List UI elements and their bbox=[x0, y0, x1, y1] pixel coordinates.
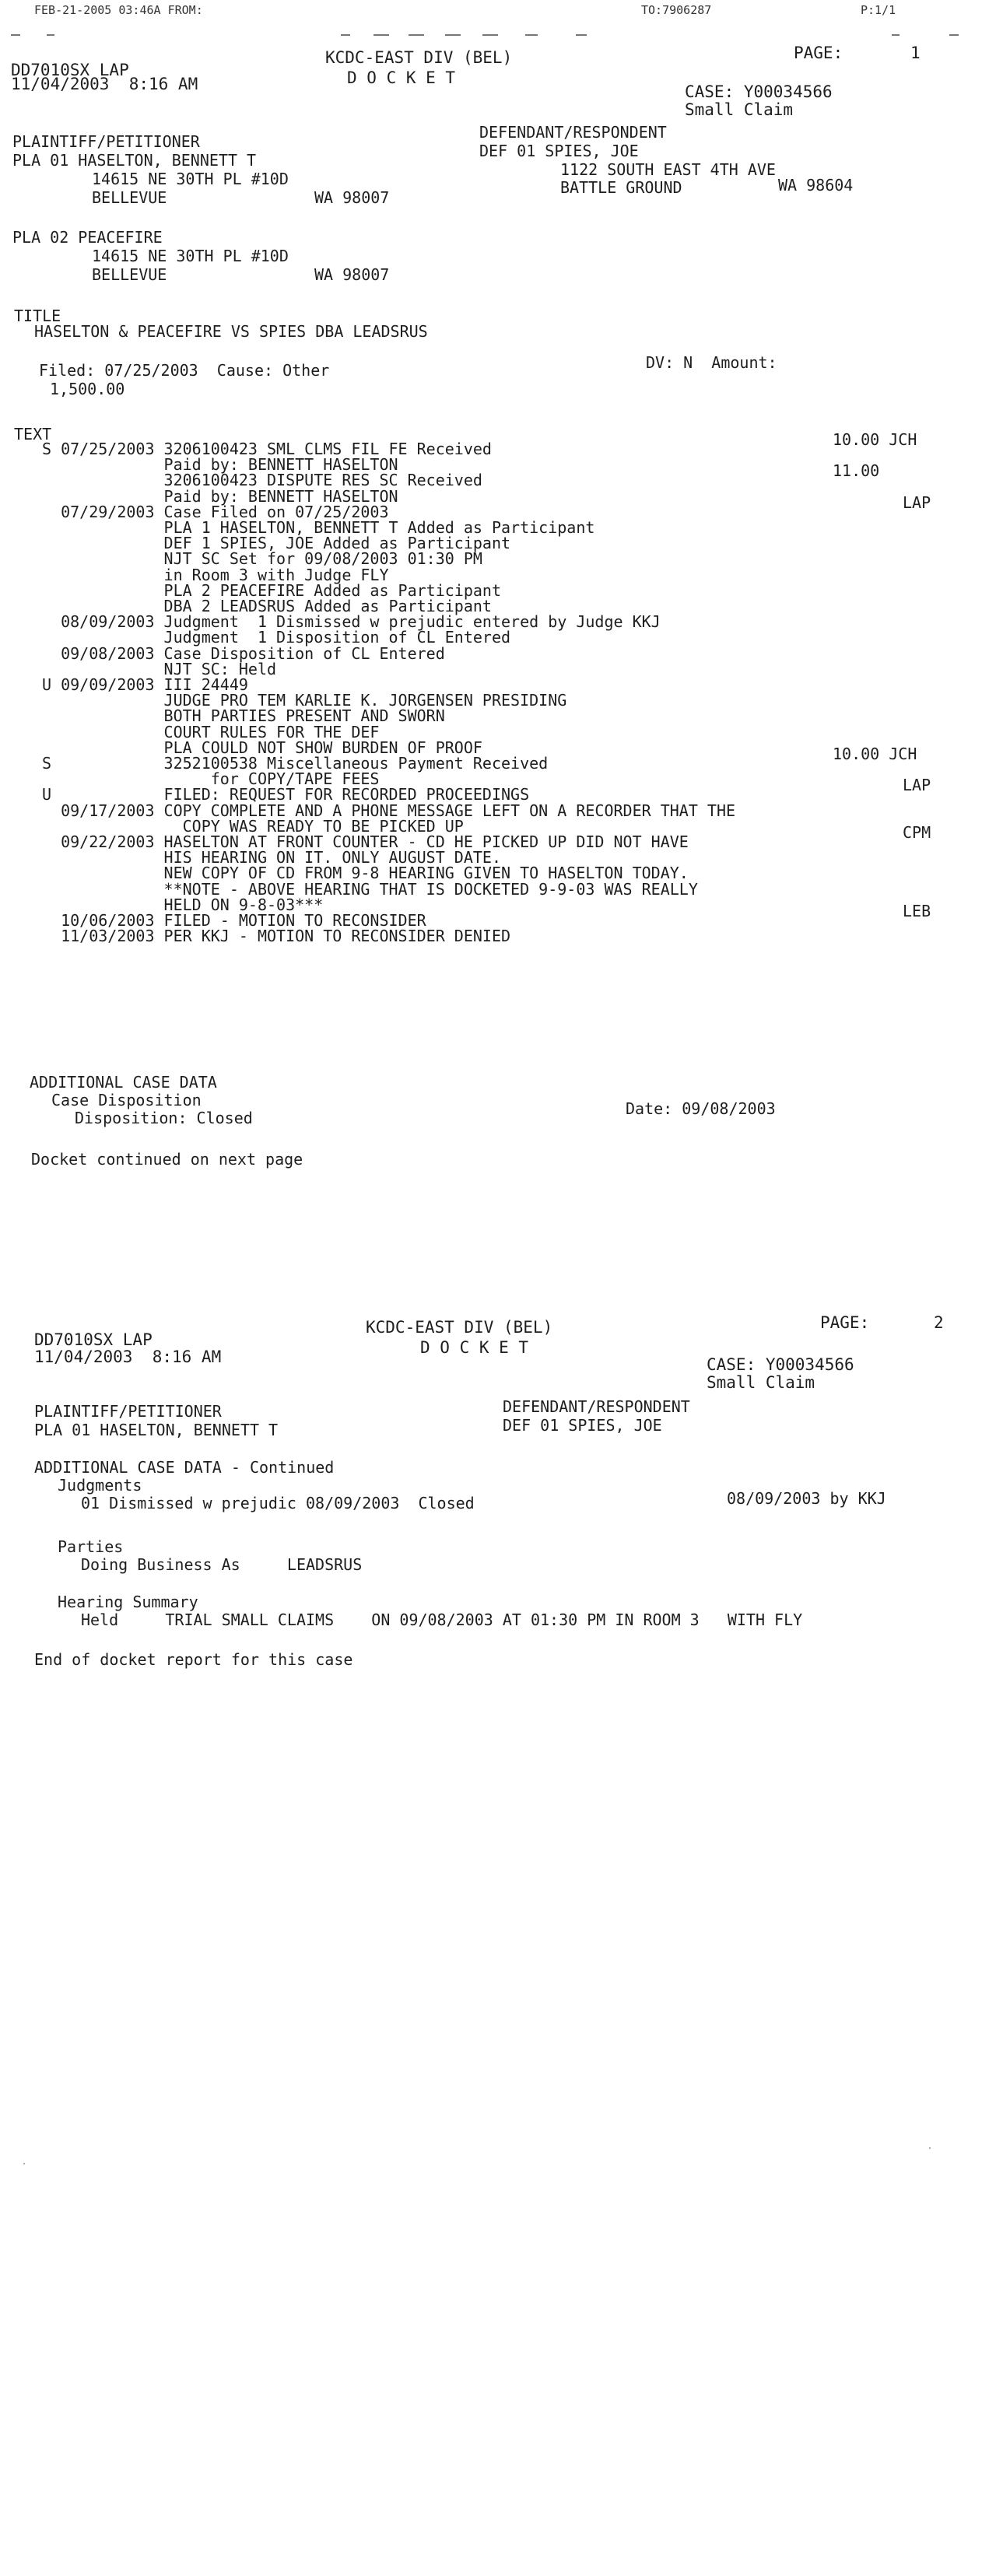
clerk-initials: CPM bbox=[903, 823, 931, 842]
docket-entry-line: 09/08/2003 Case Disposition of CL Entered bbox=[42, 644, 445, 663]
scan-artifact-dash bbox=[445, 34, 461, 36]
case-number: CASE: Y00034566 bbox=[707, 1355, 854, 1374]
judgment-date-judge: 08/09/2003 by KKJ bbox=[727, 1489, 886, 1508]
filed-line: Filed: 07/25/2003 Cause: Other bbox=[39, 361, 330, 380]
plaintiff-heading: PLAINTIFF/PETITIONER bbox=[34, 1402, 222, 1421]
docket-entry-line: S 07/25/2003 3206100423 SML CLMS FIL FE Received bbox=[42, 440, 492, 458]
page-label: PAGE: bbox=[794, 44, 843, 62]
case-title: HASELTON & PEACEFIRE VS SPIES DBA LEADSRUS bbox=[34, 322, 428, 341]
scan-artifact-dash bbox=[341, 34, 350, 36]
docket-entry-line: Paid by: BENNETT HASELTON bbox=[42, 455, 398, 474]
additional-case-data-heading: ADDITIONAL CASE DATA - Continued bbox=[34, 1458, 335, 1477]
fax-page-count: P:1/1 bbox=[861, 3, 896, 17]
scan-speck bbox=[23, 2163, 25, 2164]
plaintiff-1-city: BELLEVUE bbox=[92, 188, 167, 207]
end-of-report-note: End of docket report for this case bbox=[34, 1650, 353, 1669]
additional-case-data-heading: ADDITIONAL CASE DATA bbox=[30, 1073, 217, 1092]
plaintiff-heading: PLAINTIFF/PETITIONER bbox=[12, 132, 200, 151]
scan-artifact-dash bbox=[949, 34, 959, 36]
report-date-time: 11/04/2003 8:16 AM bbox=[11, 75, 198, 93]
plaintiff-1-name: PLA 01 HASELTON, BENNETT T bbox=[34, 1421, 279, 1439]
docket-entry-line: JUDGE PRO TEM KARLIE K. JORGENSEN PRESIDING bbox=[42, 691, 567, 710]
plaintiff-2-city: BELLEVUE bbox=[92, 265, 167, 284]
plaintiff-1-address: 14615 NE 30TH PL #10D bbox=[92, 170, 289, 188]
scan-artifact-dash bbox=[11, 34, 20, 36]
docket-entry-line: 07/29/2003 Case Filed on 07/25/2003 bbox=[42, 503, 389, 521]
docket-entry-line: 08/09/2003 Judgment 1 Dismissed w prejudic entered by Judge KKJ bbox=[42, 612, 661, 631]
plaintiff-1-name: PLA 01 HASELTON, BENNETT T bbox=[12, 151, 257, 170]
docket-entry-line: COPY WAS READY TO BE PICKED UP bbox=[42, 817, 464, 836]
hearing-summary-heading: Hearing Summary bbox=[58, 1593, 198, 1611]
docket-entry-line: BOTH PARTIES PRESENT AND SWORN bbox=[42, 706, 445, 725]
hearing-row: Held TRIAL SMALL CLAIMS ON 09/08/2003 AT 01:30 PM IN ROOM 3 WITH FLY bbox=[81, 1610, 803, 1629]
case-disposition-label: Case Disposition bbox=[51, 1091, 202, 1109]
defendant-1-address: 1122 SOUTH EAST 4TH AVE bbox=[560, 160, 776, 179]
dv-amount-label: DV: N Amount: bbox=[646, 353, 777, 372]
docket-entry-line: Judgment 1 Disposition of CL Entered bbox=[42, 628, 511, 647]
docket-entry-line: NJT SC: Held bbox=[42, 660, 277, 678]
continued-note: Docket continued on next page bbox=[31, 1150, 303, 1169]
judgment-row: 01 Dismissed w prejudic 08/09/2003 Closed bbox=[81, 1494, 475, 1512]
fee-amount: 10.00 JCH bbox=[833, 430, 917, 449]
scan-artifact-dash bbox=[892, 34, 900, 36]
docket-entry-line: HIS HEARING ON IT. ONLY AUGUST DATE. bbox=[42, 848, 502, 867]
docket-entry-line: PLA 2 PEACEFIRE Added as Participant bbox=[42, 581, 502, 600]
fax-sender-line: FEB-21-2005 03:46A FROM: bbox=[34, 3, 203, 17]
court-name: KCDC-EAST DIV (BEL) bbox=[325, 48, 513, 67]
docket-entry-line: HELD ON 9-8-03*** bbox=[42, 895, 324, 914]
clerk-initials: LAP bbox=[903, 493, 931, 512]
defendant-heading: DEFENDANT/RESPONDENT bbox=[503, 1397, 690, 1416]
text-heading: TEXT bbox=[14, 425, 52, 443]
title-heading: TITLE bbox=[14, 307, 61, 325]
report-id: DD7010SX LAP bbox=[34, 1330, 153, 1349]
docket-entry-line: U 09/09/2003 III 24449 bbox=[42, 675, 248, 694]
case-type: Small Claim bbox=[707, 1373, 815, 1392]
fee-amount: 10.00 JCH bbox=[833, 745, 917, 763]
docket-entry-line: DEF 1 SPIES, JOE Added as Participant bbox=[42, 534, 511, 552]
defendant-heading: DEFENDANT/RESPONDENT bbox=[479, 123, 667, 142]
page-number: 1 bbox=[910, 44, 921, 62]
judgments-heading: Judgments bbox=[58, 1476, 142, 1495]
docket-entry-line: 10/06/2003 FILED - MOTION TO RECONSIDER bbox=[42, 911, 426, 930]
report-date-time: 11/04/2003 8:16 AM bbox=[34, 1348, 222, 1366]
amount-value: 1,500.00 bbox=[50, 380, 125, 398]
docket-entry-line: 11/03/2003 PER KKJ - MOTION TO RECONSIDER DENIED bbox=[42, 927, 511, 945]
docket-entry-line: 09/22/2003 HASELTON AT FRONT COUNTER - CD HE PICKED UP DID NOT HAVE bbox=[42, 832, 689, 851]
defendant-1-name: DEF 01 SPIES, JOE bbox=[503, 1416, 662, 1435]
disposition-date: Date: 09/08/2003 bbox=[626, 1099, 776, 1118]
docket-entry-line: NEW COPY OF CD FROM 9-8 HEARING GIVEN TO HASELTON TODAY. bbox=[42, 864, 689, 882]
defendant-1-city: BATTLE GROUND bbox=[560, 178, 682, 197]
scan-artifact-dash bbox=[47, 34, 54, 36]
plaintiff-2-address: 14615 NE 30TH PL #10D bbox=[92, 247, 289, 265]
docket-entry-line: **NOTE - ABOVE HEARING THAT IS DOCKETED 9-9-03 WAS REALLY bbox=[42, 880, 698, 899]
docket-title: D O C K E T bbox=[420, 1338, 529, 1357]
fax-recipient-line: TO:7906287 bbox=[641, 3, 712, 17]
scan-artifact-dash bbox=[374, 34, 389, 36]
docket-entry-line: PLA COULD NOT SHOW BURDEN OF PROOF bbox=[42, 738, 482, 757]
clerk-initials: LEB bbox=[903, 902, 931, 920]
docket-entry-line: Paid by: BENNETT HASELTON bbox=[42, 487, 398, 506]
docket-entry-line: COURT RULES FOR THE DEF bbox=[42, 723, 380, 741]
clerk-initials: LAP bbox=[903, 776, 931, 794]
scan-artifact-dash bbox=[409, 34, 424, 36]
scan-speck bbox=[929, 2147, 931, 2149]
page-label: PAGE: bbox=[820, 1313, 870, 1332]
disposition-status: Disposition: Closed bbox=[75, 1109, 253, 1127]
fee-amount: 11.00 bbox=[833, 461, 880, 480]
docket-entry-line: for COPY/TAPE FEES bbox=[42, 769, 380, 788]
page-number: 2 bbox=[934, 1313, 944, 1332]
docket-entry-line: PLA 1 HASELTON, BENNETT T Added as Participant bbox=[42, 518, 595, 537]
docket-entry-line: in Room 3 with Judge FLY bbox=[42, 566, 389, 584]
docket-entry-line: U FILED: REQUEST FOR RECORDED PROCEEDINGS bbox=[42, 785, 530, 804]
docket-entry-line: DBA 2 LEADSRUS Added as Participant bbox=[42, 597, 492, 615]
scan-artifact-dash bbox=[576, 34, 587, 36]
court-name: KCDC-EAST DIV (BEL) bbox=[366, 1318, 553, 1337]
scan-artifact-dash bbox=[482, 34, 498, 36]
report-id: DD7010SX LAP bbox=[11, 61, 129, 79]
parties-heading: Parties bbox=[58, 1537, 124, 1556]
case-type: Small Claim bbox=[685, 100, 794, 119]
defendant-1-state-zip: WA 98604 bbox=[778, 176, 854, 195]
plaintiff-2-name: PLA 02 PEACEFIRE bbox=[12, 228, 163, 247]
docket-entry-line: 3206100423 DISPUTE RES SC Received bbox=[42, 471, 482, 489]
docket-entry-line: S 3252100538 Miscellaneous Payment Received bbox=[42, 754, 549, 773]
scan-artifact-dash bbox=[525, 34, 538, 36]
docket-title: D O C K E T bbox=[347, 68, 456, 87]
parties-row: Doing Business As LEADSRUS bbox=[81, 1555, 363, 1574]
case-number: CASE: Y00034566 bbox=[685, 82, 833, 101]
plaintiff-2-state-zip: WA 98007 bbox=[314, 265, 390, 284]
docket-entry-line: NJT SC Set for 09/08/2003 01:30 PM bbox=[42, 549, 482, 568]
defendant-1-name: DEF 01 SPIES, JOE bbox=[479, 142, 639, 160]
plaintiff-1-state-zip: WA 98007 bbox=[314, 188, 390, 207]
docket-entry-line: 09/17/2003 COPY COMPLETE AND A PHONE MESSAGE LEFT ON A RECORDER THAT THE bbox=[42, 801, 736, 820]
